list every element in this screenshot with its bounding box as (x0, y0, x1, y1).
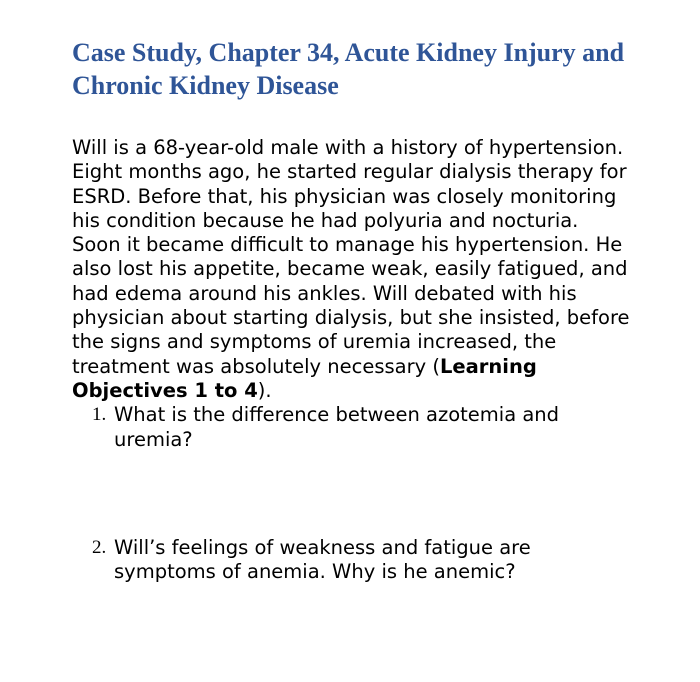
document-title: Case Study, Chapter 34, Acute Kidney Injury and Chronic Kidney Disease (72, 38, 625, 100)
question-number: 2. (92, 536, 107, 558)
narrative-text: Will is a 68-year-old male with a history of hypertension. Eight months ago, he started regular dialysis therapy for ESRD. Before that, his physician was closely monitoring his condition because he had polyuria and nocturia. Soon it became difficult to manage his hypertension. He also lost his appetite, became weak, easily fatigued, and had edema around his ankles. Will debated with his physician about starting dialysis, but she insisted, before the signs and symptoms of uremia increased, the treatment was absolutely necessary ( (72, 136, 630, 378)
question-text: Will’s feelings of weakness and fatigue are symptoms of anemia. Why is he anemic? (114, 535, 531, 584)
question-number: 1. (92, 404, 107, 426)
question-2 (72, 536, 614, 585)
question-text: What is the difference between azotemia and uremia? (114, 403, 560, 451)
question-1 (72, 403, 614, 452)
case-narrative (72, 136, 632, 403)
narrative-closing: ). (257, 378, 272, 402)
learning-objectives-reference: Learning Objectives 1 to 4 (72, 354, 537, 402)
document-page (72, 36, 632, 584)
